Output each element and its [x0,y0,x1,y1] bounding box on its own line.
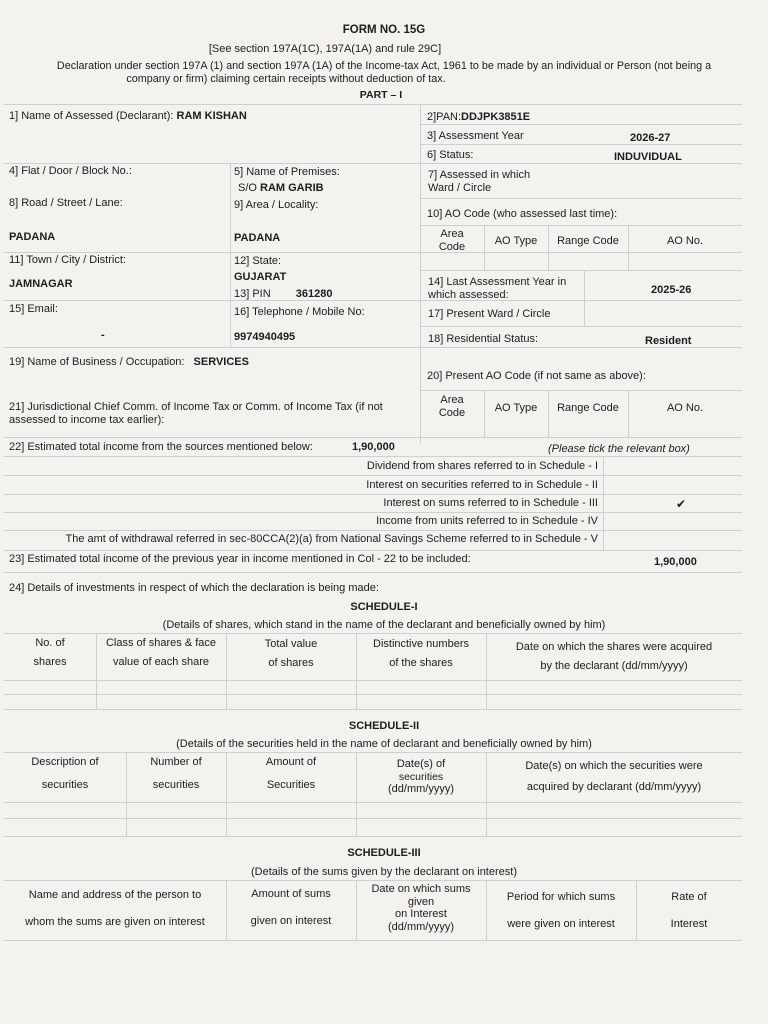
last-assessment-value[interactable]: 2025-26 [651,284,692,296]
present-ao-area-line2: Code [438,406,466,419]
s3-h5a: Rate of [671,891,707,903]
state-value[interactable]: GUJARAT [234,271,287,283]
pin-field [234,288,332,301]
s3-h3a: Date on which sums [371,883,471,895]
schedule3-subtitle: (Details of the sums given by the declarant on interest) [251,866,517,878]
pan-field [427,111,530,124]
flat-door-label: 4] Flat / Door / Block No.: [9,165,132,177]
ao-no-header: AO No. [666,235,704,247]
source-interest-securities: Interest on securities referred to in Schedule - II [366,479,598,491]
state-label: 12] State: [234,255,282,267]
s1-col-class [96,637,226,668]
s1-h3b: of shares [268,656,314,669]
premises-label: 5] Name of Premises: [234,166,340,178]
s3-h1a: Name and address of the person to [28,889,202,901]
tick-note: (Please tick the relevant box) [548,443,690,455]
s2-h5a: Date(s) on which the securities were [525,760,703,772]
assessment-year-value[interactable]: 2026-27 [630,132,671,144]
area-locality-label: 9] Area / Locality: [234,199,319,211]
s3-h3c: on Interest [395,908,447,921]
s3-h1b: whom the sums are given on interest [25,915,205,928]
last-assessment-label-2: which assessed: [428,289,509,301]
road-street-value[interactable]: PADANA [9,231,56,243]
s2-h2a: Number of [150,756,202,768]
s1-h2b: value of each share [112,655,209,668]
s1-col-total-value [226,638,356,669]
s2-h4b: securities [398,770,444,783]
s3-col-rate [636,891,742,930]
assessment-year-label: 3] Assessment Year [427,130,524,142]
s1-col-no-shares [4,637,96,668]
s1-h2a: Class of shares & face [105,637,217,649]
last-assessment-label-1: 14] Last Assessment Year in [428,276,567,288]
s1-h1a: No. of [35,637,65,649]
jurisdictional-label-2: assessed to income tax earlier): [9,414,165,426]
s2-col-number [126,756,226,791]
present-ao-code-label: 20] Present AO Code (if not same as above): [427,370,646,382]
residential-status-label: 18] Residential Status: [428,333,539,345]
email-value[interactable]: - [101,329,105,341]
tick-check-icon[interactable]: ✔ [676,497,687,511]
premises-value[interactable] [238,182,324,195]
residential-status-value[interactable]: Resident [645,335,692,347]
pan-value[interactable]: DDJPK3851E [461,111,531,123]
ao-type-header: AO Type [494,235,538,247]
s2-h1b: securities [41,778,89,791]
s3-h4b: were given on interest [507,917,615,930]
s3-col-amount [226,888,356,927]
telephone-value[interactable]: 9974940495 [234,331,296,343]
source-interest-sums: Interest on sums referred to in Schedule - III [383,497,598,509]
source-income-units: Income from units referred to in Schedule - IV [376,515,598,527]
s2-col-amount [226,756,356,791]
s3-h2a: Amount of sums [251,888,331,900]
schedule3-title: SCHEDULE-III [347,847,421,859]
estimated-income-label: 22] Estimated total income from the sources mentioned below: [9,441,313,453]
s2-h1a: Description of [31,756,99,768]
telephone-label: 16] Telephone / Mobile No: [234,306,365,318]
pan-label: 2]PAN: [427,111,462,123]
ao-area-code-header [420,228,484,253]
assessed-ward-label-2: Ward / Circle [428,182,492,194]
s1-h4a: Distinctive numbers [373,638,469,650]
s3-col-name-address [4,889,226,928]
s3-h2b: given on interest [250,914,332,927]
assessee-name-label: 1] Name of Assessed (Declarant): [9,110,174,122]
s3-col-date-given [356,883,486,934]
estimated-income-value[interactable]: 1,90,000 [352,441,395,453]
pin-label: 13] PIN [234,288,271,300]
schedule1-subtitle: (Details of shares, which stand in the name of the declarant and beneficially owned by him) [162,619,606,631]
premises-name: RAM GARIB [260,182,324,194]
area-locality-value[interactable]: PADANA [234,232,281,244]
form-title: FORM NO. 15G [342,24,426,36]
s2-h2b: securities [152,778,200,791]
ao-range-header: Range Code [557,235,619,247]
ao-area-line1: Area [440,228,464,240]
s2-h3a: Amount of [265,756,317,768]
premises-prefix: S/O [238,182,257,194]
present-ao-area-code-header [420,394,484,419]
status-value[interactable]: INDUVIDUAL [614,151,682,163]
source-nss-withdrawal: The amt of withdrawal referred in sec-80CCA(2)(a) from National Savings Scheme referred to in Schedule - V [65,533,598,545]
s1-h3a: Total value [264,638,318,650]
previous-year-income-value[interactable]: 1,90,000 [654,556,697,568]
s3-h5b: Interest [670,917,708,930]
declaration-line-2: company or firm) claiming certain receipts without deduction of tax. [126,73,446,85]
previous-year-income-label: 23] Estimated total income of the previous year in income mentioned in Col - 22 to be included: [9,553,471,565]
assessee-name-field [9,110,247,123]
ao-area-line2: Code [438,240,466,253]
see-section-line: [See section 197A(1C), 197A(1A) and rule 29C] [208,43,442,55]
schedule1-title: SCHEDULE-I [350,601,418,613]
s1-h1b: shares [33,655,67,668]
s2-col-description [4,756,126,791]
assessed-ward-label-1: 7] Assessed in which [428,169,531,181]
present-ao-type-header: AO Type [494,402,538,414]
s1-col-distinctive [356,638,486,669]
town-city-value[interactable]: JAMNAGAR [9,278,73,290]
s1-col-date-acquired [486,641,742,672]
assessee-name-value[interactable]: RAM KISHAN [176,110,247,122]
road-street-label: 8] Road / Street / Lane: [9,197,123,209]
business-value[interactable]: SERVICES [193,356,249,368]
jurisdictional-label-1: 21] Jurisdictional Chief Comm. of Income Tax or Comm. of Income Tax (if not [9,401,383,413]
email-label: 15] Email: [9,303,58,315]
status-label: 6] Status: [427,149,474,161]
schedule2-subtitle: (Details of the securities held in the name of declarant and beneficially owned by him) [176,738,592,750]
s1-h5a: Date on which the shares were acquired [515,641,713,653]
investments-label: 24] Details of investments in respect of which the declaration is being made: [9,582,379,594]
pin-value[interactable]: 361280 [295,288,333,300]
s3-h3d: (dd/mm/yyyy) [388,920,454,933]
present-ward-label: 17] Present Ward / Circle [428,308,551,320]
schedule2-title: SCHEDULE-II [348,720,420,732]
declaration-line-1: Declaration under section 197A (1) and section 197A (1A) of the Income-tax Act, 1961 to be made by an individual or Person (not being a [56,60,712,72]
source-dividend: Dividend from shares referred to in Schedule - I [366,460,598,472]
town-city-label: 11] Town / City / District: [9,254,126,266]
present-ao-no-header: AO No. [666,402,704,414]
business-label: 19] Name of Business / Occupation: [9,356,185,368]
ao-code-label: 10] AO Code (who assessed last time): [427,208,618,220]
s3-h3b: given [407,895,435,908]
s2-col-acquired [486,760,742,793]
s2-h4a: Date(s) of [396,758,446,770]
s2-col-dates [356,758,486,795]
business-field [9,356,249,369]
s2-h5b: acquired by declarant (dd/mm/yyyy) [526,780,702,793]
s2-h3b: Securities [266,778,316,791]
present-ao-range-header: Range Code [557,402,619,414]
s2-h4c: (dd/mm/yyyy) [388,782,454,795]
part-heading: PART – I [359,89,403,101]
s3-col-period [486,891,636,930]
s1-h5b: by the declarant (dd/mm/yyyy) [540,659,688,672]
present-ao-area-line1: Area [440,394,464,406]
s1-h4b: of the shares [389,656,453,669]
s3-h4a: Period for which sums [506,891,616,903]
